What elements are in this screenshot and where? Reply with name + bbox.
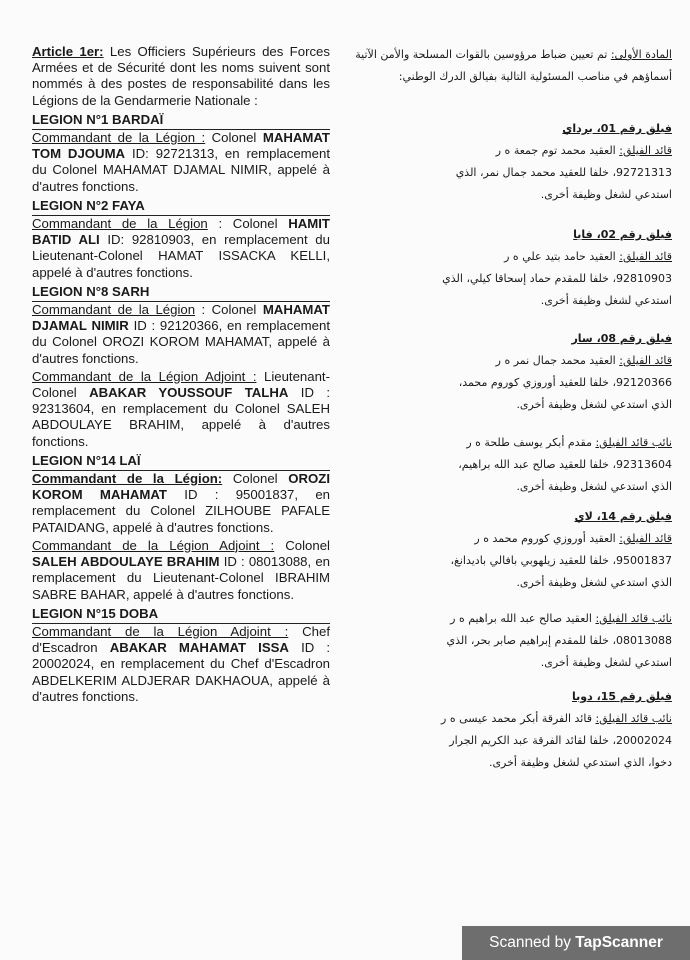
arabic-legion-title: فيلق رقم 14، لاي bbox=[574, 510, 672, 523]
arabic-line: الذي استدعي لشغل وظيفة أخرى. bbox=[516, 480, 672, 493]
appointment-entry bbox=[32, 538, 330, 603]
arabic-line: العقيد أوروزي كوروم محمد ه ر bbox=[474, 532, 616, 545]
entry-tail: , appelé à d'autres fonctions. bbox=[105, 519, 274, 535]
arabic-line: استدعي لشغل وظيفة أخرى. bbox=[540, 294, 672, 307]
rank: Colonel bbox=[285, 537, 330, 553]
arabic-appointment bbox=[346, 328, 672, 416]
arabic-line: 92120366، خلفا للعقيد أوروزي كوروم محمد، bbox=[458, 376, 672, 389]
arabic-legion-title: فيلق رقم 15، دوبا bbox=[572, 690, 672, 703]
officer-name: HAMIT BATID ALI bbox=[32, 216, 330, 248]
appointment-entry bbox=[32, 302, 330, 367]
arabic-line: استدعي لشغل وظيفة أخرى. bbox=[540, 656, 672, 669]
article-intro bbox=[32, 44, 330, 109]
arabic-line: الذي استدعي لشغل وظيفة أخرى. bbox=[516, 576, 672, 589]
role-label: Commandant de la Légion Adjoint : bbox=[32, 537, 275, 553]
entry-tail: , appelé à d'autres fonctions. bbox=[32, 334, 330, 366]
rank: : Colonel bbox=[201, 302, 257, 318]
officer-id: ID: 92810903, en remplacement du Lieutenant-Colonel bbox=[32, 232, 330, 264]
arabic-article-text: تم تعيين ضباط مرؤوسين بالقوات المسلحة والأمن الآتية أسماؤهم في مناصب المسئولية التالية بفيالق الدرك الوطني: bbox=[355, 48, 672, 83]
rank: : Colonel bbox=[218, 216, 278, 232]
arabic-article-intro bbox=[346, 44, 672, 88]
article-text: Les Officiers Supérieurs des Forces Armées et de Sécurité dont les noms suivent sont nommés à des postes de responsabilité dans les Légions de la Gendarmerie Nationale : bbox=[32, 44, 330, 108]
legion-title: LEGION N°14 LAÏ bbox=[32, 453, 330, 471]
rank: Colonel bbox=[211, 130, 257, 146]
entry-tail: , appelé à d'autres fonctions. bbox=[32, 162, 330, 194]
replaced-officer: ZILHOUBE PAFALE PATAIDANG bbox=[32, 503, 330, 535]
officer-id: ID : 92313604, en remplacement du Colonel bbox=[32, 385, 330, 417]
arabic-line: 92313604، خلفا للعقيد صالح عبد الله براهيم، bbox=[458, 458, 672, 471]
officer-id: ID : 20002024, en remplacement du Chef d'Escadron bbox=[32, 640, 331, 672]
role-label: Commandant de la Légion : bbox=[32, 130, 206, 146]
entry-tail: , appelé à d'autres fonctions. bbox=[125, 586, 295, 602]
arabic-role-label: نائب قائد الفيلق: bbox=[595, 712, 672, 725]
officer-name: SALEH ABDOULAYE BRAHIM bbox=[32, 554, 220, 570]
arabic-line: العقيد صالح عبد الله براهيم ه ر bbox=[450, 612, 592, 625]
arabic-legion-title: فيلق رقم 02، فايا bbox=[573, 228, 672, 241]
role-label: Commandant de la Légion Adjoint : bbox=[32, 368, 257, 384]
officer-name: ABAKAR MAHAMAT ISSA bbox=[109, 640, 289, 656]
appointment-entry bbox=[32, 130, 330, 195]
scanner-watermark bbox=[462, 926, 690, 960]
legion-title: LEGION N°1 BARDAÏ bbox=[32, 112, 330, 130]
french-column bbox=[32, 44, 330, 707]
replaced-officer: IBRAHIM SABRE BAHAR bbox=[32, 570, 330, 602]
arabic-appointment bbox=[346, 118, 672, 206]
role-label: Commandant de la Légion: bbox=[32, 471, 223, 487]
arabic-line: 20002024، خلفا لقائد الفرقة عبد الكريم الجرار bbox=[449, 734, 672, 747]
arabic-line: 92721313، خلفا للعقيد محمد جمال نمر، الذي bbox=[455, 166, 672, 179]
arabic-role-label: قائد الفيلق: bbox=[619, 354, 672, 367]
officer-name: ABAKAR YOUSSOUF TALHA bbox=[89, 385, 289, 401]
arabic-role-label: قائد الفيلق: bbox=[619, 532, 672, 545]
arabic-legion-title: فيلق رقم 08، سار bbox=[571, 332, 672, 345]
scanned-by-text: Scanned by bbox=[489, 934, 571, 951]
rank: Lieutenant-Colonel bbox=[32, 368, 330, 401]
arabic-appointment bbox=[346, 686, 672, 774]
arabic-line: العقيد محمد توم جمعة ه ر bbox=[495, 144, 616, 157]
scanner-brand: TapScanner bbox=[575, 934, 663, 951]
officer-id: ID : 95001837, en remplacement du Colonel bbox=[32, 487, 330, 519]
arabic-article-label: المادة الأولى: bbox=[610, 48, 672, 61]
arabic-appointment bbox=[346, 608, 672, 674]
legion-title: LEGION N°8 SARH bbox=[32, 284, 330, 302]
arabic-role-label: قائد الفيلق: bbox=[619, 144, 672, 157]
entry-tail: , appelé à d'autres fonctions. bbox=[32, 672, 330, 704]
appointment-entry bbox=[32, 624, 330, 705]
arabic-legion-title: فيلق رقم 01، برداي bbox=[562, 122, 672, 135]
legion-title: LEGION N°15 DOBA bbox=[32, 606, 330, 624]
legion-title: LEGION N°2 FAYA bbox=[32, 198, 330, 216]
arabic-role-label: قائد الفيلق: bbox=[619, 250, 672, 263]
replaced-officer: ABDELKERIM ALDJERAR DAKHAOUA bbox=[32, 672, 270, 688]
arabic-line: استدعي لشغل وظيفة أخرى. bbox=[540, 188, 672, 201]
arabic-line: مقدم أبكر يوسف طلحة ه ر bbox=[466, 436, 592, 449]
replaced-officer: OROZI KOROM MAHAMAT bbox=[102, 334, 269, 350]
replaced-officer: HAMAT ISSACKA KELLI bbox=[158, 248, 327, 264]
role-label: Commandant de la Légion bbox=[32, 216, 208, 232]
arabic-line: الذي استدعي لشغل وظيفة أخرى. bbox=[516, 398, 672, 411]
officer-id: ID : 92120366, en remplacement du Colonel bbox=[32, 318, 330, 350]
article-label: Article 1er: bbox=[32, 44, 104, 59]
role-label: Commandant de la Légion bbox=[32, 302, 196, 318]
role-label: Commandant de la Légion Adjoint : bbox=[32, 623, 289, 639]
entry-tail: , appelé à d'autres fonctions. bbox=[32, 248, 330, 280]
officer-name: OROZI KOROM MAHAMAT bbox=[32, 471, 331, 503]
appointment-entry bbox=[32, 471, 330, 536]
replaced-officer: MAHAMAT DJAMAL NIMIR bbox=[102, 162, 268, 178]
arabic-line: 08013088، خلفا للمقدم إبراهيم صابر بحر، الذي bbox=[446, 634, 672, 647]
arabic-appointment bbox=[346, 506, 672, 594]
entry-tail: , appelé à d'autres fonctions. bbox=[32, 417, 330, 449]
arabic-appointment bbox=[346, 432, 672, 498]
arabic-line: العقيد حامد بتيد علي ه ر bbox=[504, 250, 616, 263]
arabic-line: 95001837، خلفا للعقيد زيلهوبي بافالي باديدانغ، bbox=[450, 554, 672, 567]
rank: Colonel bbox=[232, 471, 278, 487]
arabic-role-label: نائب قائد الفيلق: bbox=[595, 612, 672, 625]
arabic-line: قائد الفرقة أبكر محمد عيسى ه ر bbox=[441, 712, 592, 725]
arabic-role-label: نائب قائد الفيلق: bbox=[595, 436, 672, 449]
replaced-officer: SALEH ABDOULAYE BRAHIM bbox=[32, 401, 330, 433]
arabic-line: العقيد محمد جمال نمر ه ر bbox=[495, 354, 616, 367]
arabic-line: دخوا، الذي استدعي لشغل وظيفة أخرى. bbox=[488, 756, 672, 769]
appointment-entry bbox=[32, 369, 330, 450]
appointment-entry bbox=[32, 216, 330, 281]
officer-id: ID: 92721313, en remplacement du Colonel bbox=[32, 146, 331, 178]
arabic-appointment bbox=[346, 224, 672, 312]
officer-name: MAHAMAT DJAMAL NIMIR bbox=[32, 302, 330, 334]
arabic-column bbox=[346, 44, 672, 774]
officer-name: MAHAMAT TOM DJOUMA bbox=[32, 130, 330, 162]
arabic-line: 92810903، خلفا للمقدم حماد إسحاقا كيلي، الذي bbox=[442, 272, 672, 285]
rank: Chef d'Escadron bbox=[32, 623, 330, 656]
officer-id: ID : 08013088, en remplacement du Lieutenant-Colonel bbox=[32, 554, 330, 586]
